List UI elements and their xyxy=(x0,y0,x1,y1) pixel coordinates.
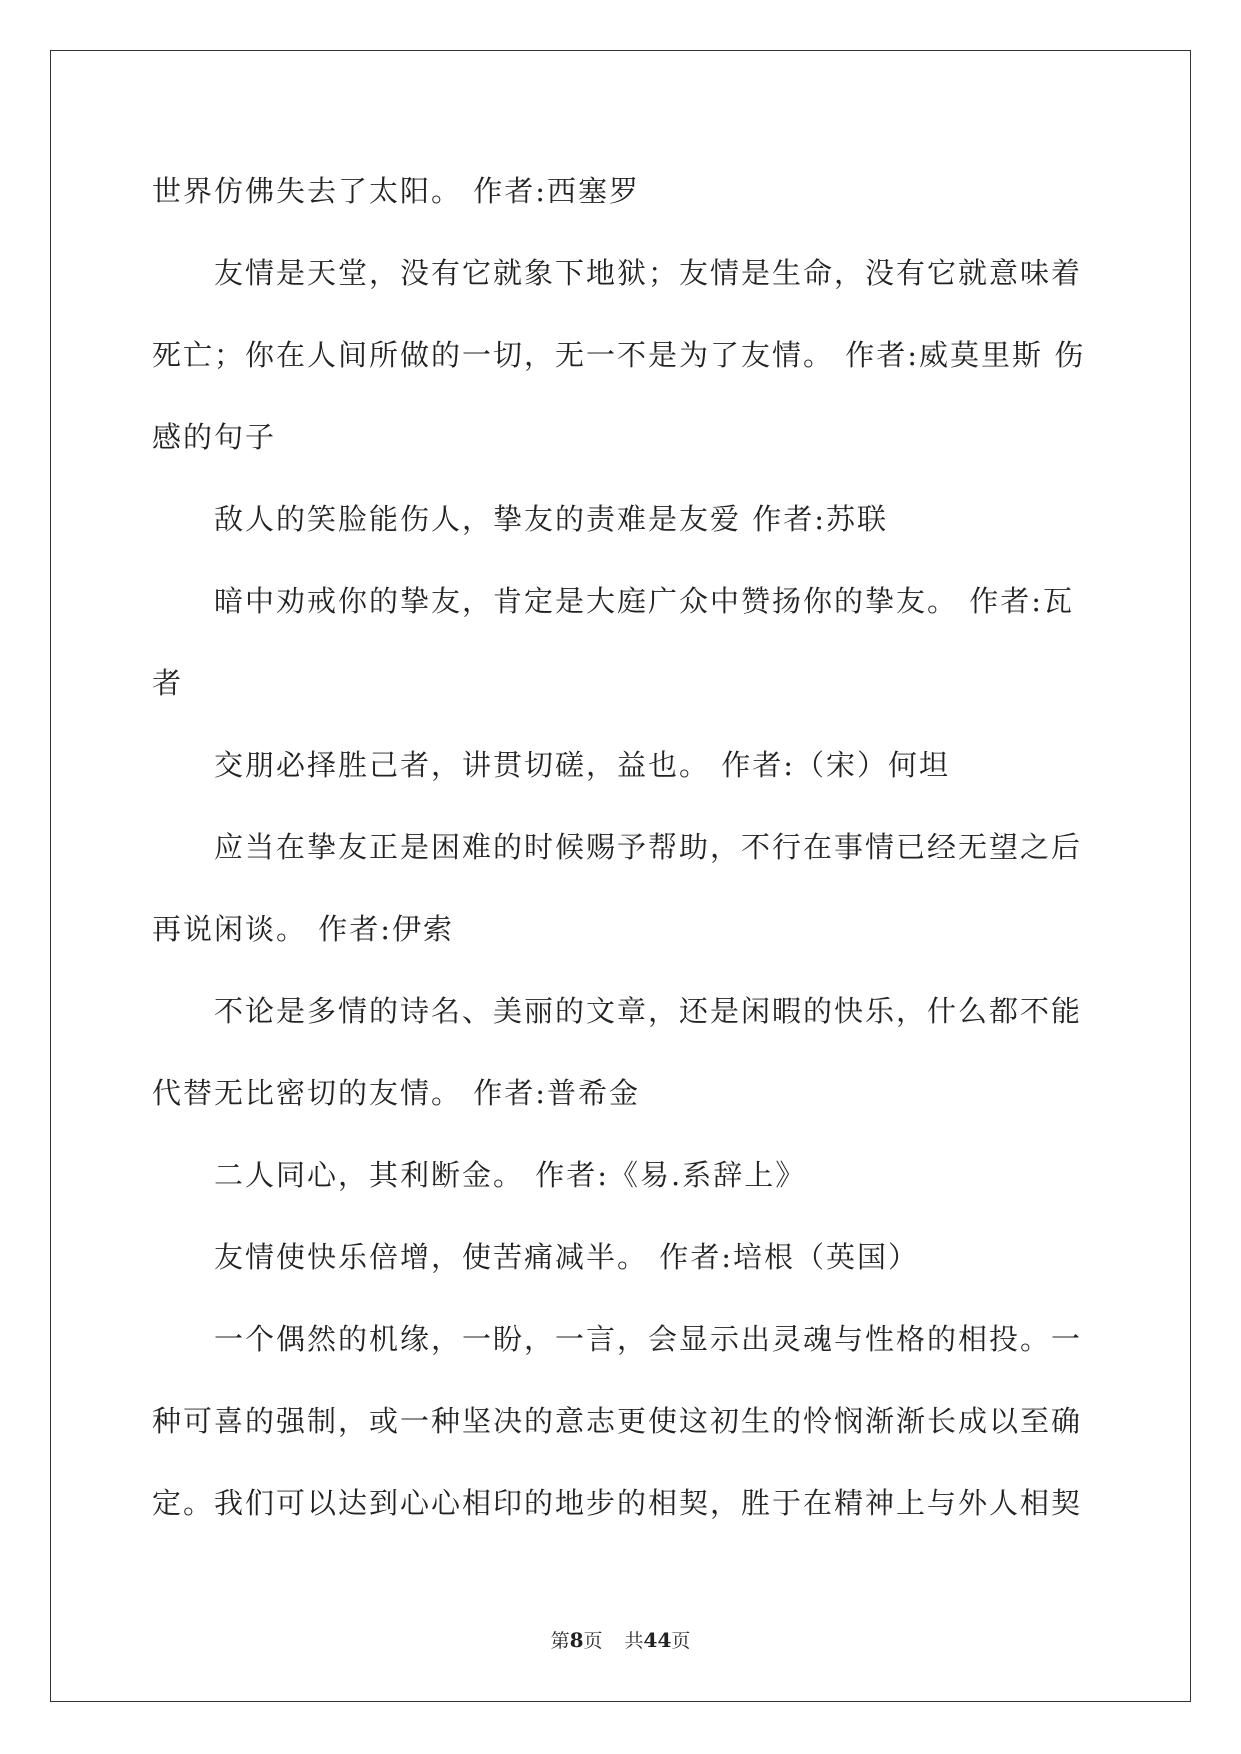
page-footer xyxy=(0,1626,1241,1653)
page-suffix: 页 xyxy=(583,1630,603,1652)
page-prefix: 第 xyxy=(550,1630,570,1652)
text-line: 不论是多情的诗名、美丽的文章，还是闲暇的快乐，什么都不能 xyxy=(214,994,1083,1028)
document-body xyxy=(152,150,1092,1544)
text-line: 友情是天堂，没有它就象下地狱；友情是生命，没有它就意味着 xyxy=(214,256,1083,290)
text-line: 一个偶然的机缘，一盼，一言，会显示出灵魂与性格的相投。一 xyxy=(214,1322,1083,1356)
text-line: 代替无比密切的友情。 作者:普希金 xyxy=(152,1076,640,1110)
text-line: 友情使快乐倍增，使苦痛减半。 作者:培根（英国） xyxy=(214,1240,919,1274)
text-line: 二人同心，其利断金。 作者:《易.系辞上》 xyxy=(214,1158,807,1192)
text-line: 定。我们可以达到心心相印的地步的相契，胜于在精神上与外人相契 xyxy=(152,1486,1083,1520)
text-line: 感的句子 xyxy=(152,420,277,454)
page-number: 8 xyxy=(569,1628,584,1652)
text-line: 交朋必择胜己者，讲贯切磋，益也。 作者:（宋）何坦 xyxy=(214,748,950,782)
text-line: 者 xyxy=(152,666,184,700)
text-line: 应当在挚友正是困难的时候赐予帮助，不行在事情已经无望之后 xyxy=(214,830,1083,864)
text-line: 种可喜的强制，或一种坚决的意志更使这初生的怜悯渐渐长成以至确 xyxy=(152,1404,1083,1438)
text-line: 死亡；你在人间所做的一切，无一不是为了友情。 作者:威莫里斯 伤 xyxy=(152,338,1086,372)
text-line: 暗中劝戒你的挚友，肯定是大庭广众中赞扬你的挚友。 作者:瓦 xyxy=(214,584,1074,618)
total-prefix: 共 xyxy=(624,1630,644,1652)
text-line: 再说闲谈。 作者:伊索 xyxy=(152,912,454,946)
total-suffix: 页 xyxy=(671,1630,691,1652)
total-pages: 44 xyxy=(643,1628,672,1652)
text-line: 世界仿佛失去了太阳。 作者:西塞罗 xyxy=(152,174,640,208)
text-line: 敌人的笑脸能伤人，挚友的责难是友爱 作者:苏联 xyxy=(214,502,888,536)
